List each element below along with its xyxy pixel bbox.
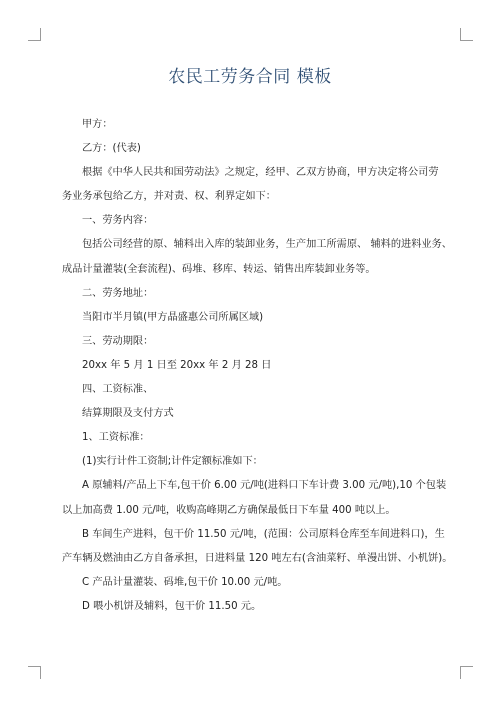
subsection-heading: 1、工资标准：: [82, 432, 150, 444]
party-a-line: 甲方：: [82, 119, 113, 130]
paragraph-line: C 产品计量灌装、码堆,包干价 10.00 元/吨。: [82, 576, 288, 588]
paragraph-line: 务业务承包给乙方，并对责、权、利界定如下：: [62, 191, 276, 203]
paragraph-line: D 喂小机饼及辅料，包干价 11.50 元。: [82, 600, 262, 612]
paragraph-line: 根据《中华人民共和国劳动法》之规定，经甲、乙双方协商，甲方决定将公司劳: [82, 167, 439, 179]
paragraph-line: 以上加高费 1.00 元/吨，收购高峰期乙方确保最低日下车量 400 吨以上。: [62, 504, 396, 516]
crop-mark-top-left: [28, 28, 41, 41]
paragraph-line: 20xx 年 5 月 1 日至 20xx 年 2 月 28 日: [82, 359, 272, 371]
document-body: [62, 113, 453, 619]
paragraph-line: 包括公司经营的原、辅料出入库的装卸业务，生产加工所需原、 辅料的进料业务、: [82, 239, 452, 251]
section-heading: 四、工资标准、: [82, 384, 154, 396]
section-heading: 三、劳动期限：: [82, 335, 154, 347]
paragraph-line: 成品计量灌装(全套流程)、码堆、移库、转运、销售出库装卸业务等。: [62, 263, 376, 275]
party-b-line: 乙方：(代表): [82, 143, 141, 155]
paragraph-line: (1)实行计件工资制;计件定额标准如下：: [82, 456, 263, 468]
section-heading: 一、劳务内容：: [82, 215, 154, 227]
crop-mark-bottom-right: [460, 666, 473, 679]
paragraph-line: B 车间生产进料，包干价 11.50 元/吨，(范围：公司原料仓库至车间进料口)，生: [82, 528, 445, 540]
crop-mark-bottom-left: [28, 666, 41, 679]
paragraph-line: A 原辅料/产品上下车,包干价 6.00 元/吨(进料口下车计费 3.00 元/吨),10 个包装: [82, 480, 447, 492]
crop-mark-top-right: [460, 28, 473, 41]
paragraph-line: 当阳市半月镇(甲方晶盛惠公司所属区域): [82, 311, 264, 323]
section-heading: 二、劳务地址：: [82, 287, 154, 299]
paragraph-line: 产车辆及燃油由乙方自备承担，日进料量 120 吨左右(含油菜籽、单漫出饼、小机饼)。: [62, 552, 453, 564]
document-title: 农民工劳务合同 模板: [168, 67, 332, 87]
paragraph-line: 结算期限及支付方式: [82, 408, 174, 420]
